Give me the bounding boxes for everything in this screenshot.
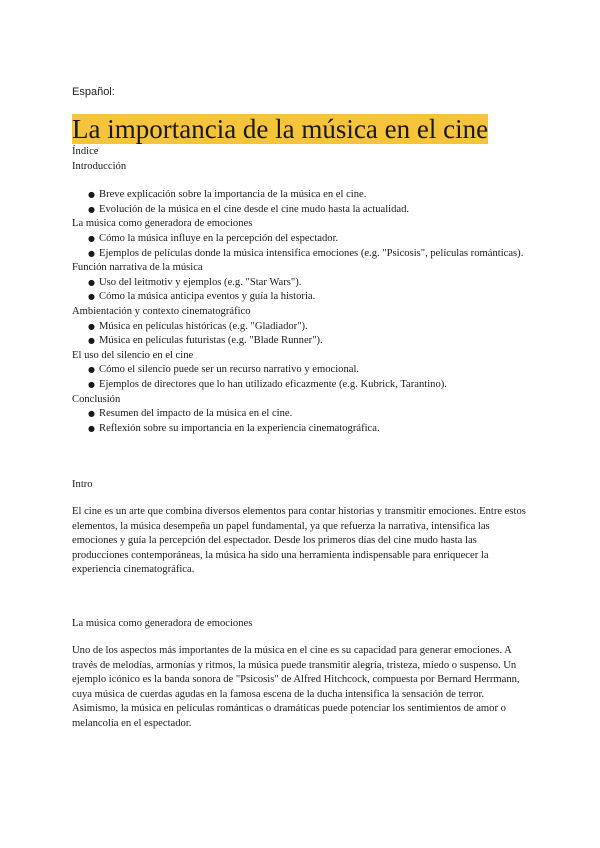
toc-section-list bbox=[72, 320, 528, 349]
toc-list-item: ● Cómo el silencio puede ser un recurso narrativo y emocional. bbox=[72, 363, 528, 378]
page-title: La importancia de la música en el cine bbox=[72, 114, 489, 144]
toc-list-item: ● Ejemplos de películas donde la música intensifica emociones (e.g. "Psicosis", películas románticas). bbox=[72, 247, 528, 262]
emotions-paragraph: Uno de los aspectos más importantes de la música en el cine es su capacidad para generar emociones. A través de melodías, armonías y ritmos, la música puede transmitir alegría, tristeza, miedo o suspenso. Un ejemplo icónico es la banda sonora de "Psicosis" de Alfred Hitchcock, compuesta por Bernard Herrmann, cuya música de cuerdas agudas en la famosa escena de la ducha intensifica la sensación de terror. Asimismo, la música en películas románticas o dramáticas puede potenciar los sentimientos de amor o melancolía en el espectador. bbox=[72, 645, 520, 729]
toc-section-list bbox=[72, 363, 528, 392]
toc-index-label: Índice bbox=[72, 146, 99, 157]
toc-section-heading: Conclusión bbox=[72, 393, 121, 405]
toc-list-item: ● Música en películas históricas (e.g. "Gladiador"). bbox=[72, 320, 528, 335]
toc-section-list bbox=[72, 407, 528, 436]
toc-list-item: ● Ejemplos de directores que lo han utilizado eficazmente (e.g. Kubrick, Tarantino). bbox=[72, 378, 528, 393]
table-of-contents bbox=[72, 145, 528, 436]
toc-section-heading: Ambientación y contexto cinematográfico bbox=[72, 305, 251, 317]
toc-section-heading: La música como generadora de emociones bbox=[72, 218, 253, 230]
toc-section-heading: Función narrativa de la música bbox=[72, 262, 203, 274]
toc-list-item: ● Resumen del impacto de la música en el cine. bbox=[72, 407, 528, 422]
toc-section-list bbox=[72, 276, 528, 305]
toc-list-item: ● Uso del leitmotiv y ejemplos (e.g. "Star Wars"). bbox=[72, 276, 528, 291]
toc-list-item: ● Cómo la música anticipa eventos y guía la historia. bbox=[72, 290, 528, 305]
toc-section-list bbox=[72, 232, 528, 261]
toc-section-list bbox=[72, 188, 528, 217]
toc-list-item: ● Breve explicación sobre la importancia de la música en el cine. bbox=[72, 188, 528, 203]
toc-list-item: ● Cómo la música influye en la percepción del espectador. bbox=[72, 232, 528, 247]
toc-list-item: ● Música en películas futuristas (e.g. "Blade Runner"). bbox=[72, 334, 528, 349]
intro-paragraph: El cine es un arte que combina diversos elementos para contar historias y transmitir emociones. Entre estos elementos, la música desempeña un papel fundamental, ya que refuerza la narrativa, intensifica las emociones y guía la percepción del espectador. Desde los primeros días del cine mudo hasta las producciones contemporáneas, la música ha sido una herramienta indispensable para enriquecer la experiencia cinematográfica. bbox=[72, 506, 526, 576]
toc-list-item: ● Reflexión sobre su importancia en la experiencia cinematográfica. bbox=[72, 422, 528, 437]
toc-section-heading: Introducción bbox=[72, 160, 127, 172]
intro-heading: Intro bbox=[72, 479, 93, 490]
emotions-heading: La música como generadora de emociones bbox=[72, 618, 253, 629]
toc-section-heading: El uso del silencio en el cine bbox=[72, 349, 194, 361]
language-label: Español: bbox=[72, 86, 115, 98]
toc-list-item: ● Evolución de la música en el cine desde el cine mudo hasta la actualidad. bbox=[72, 203, 528, 218]
